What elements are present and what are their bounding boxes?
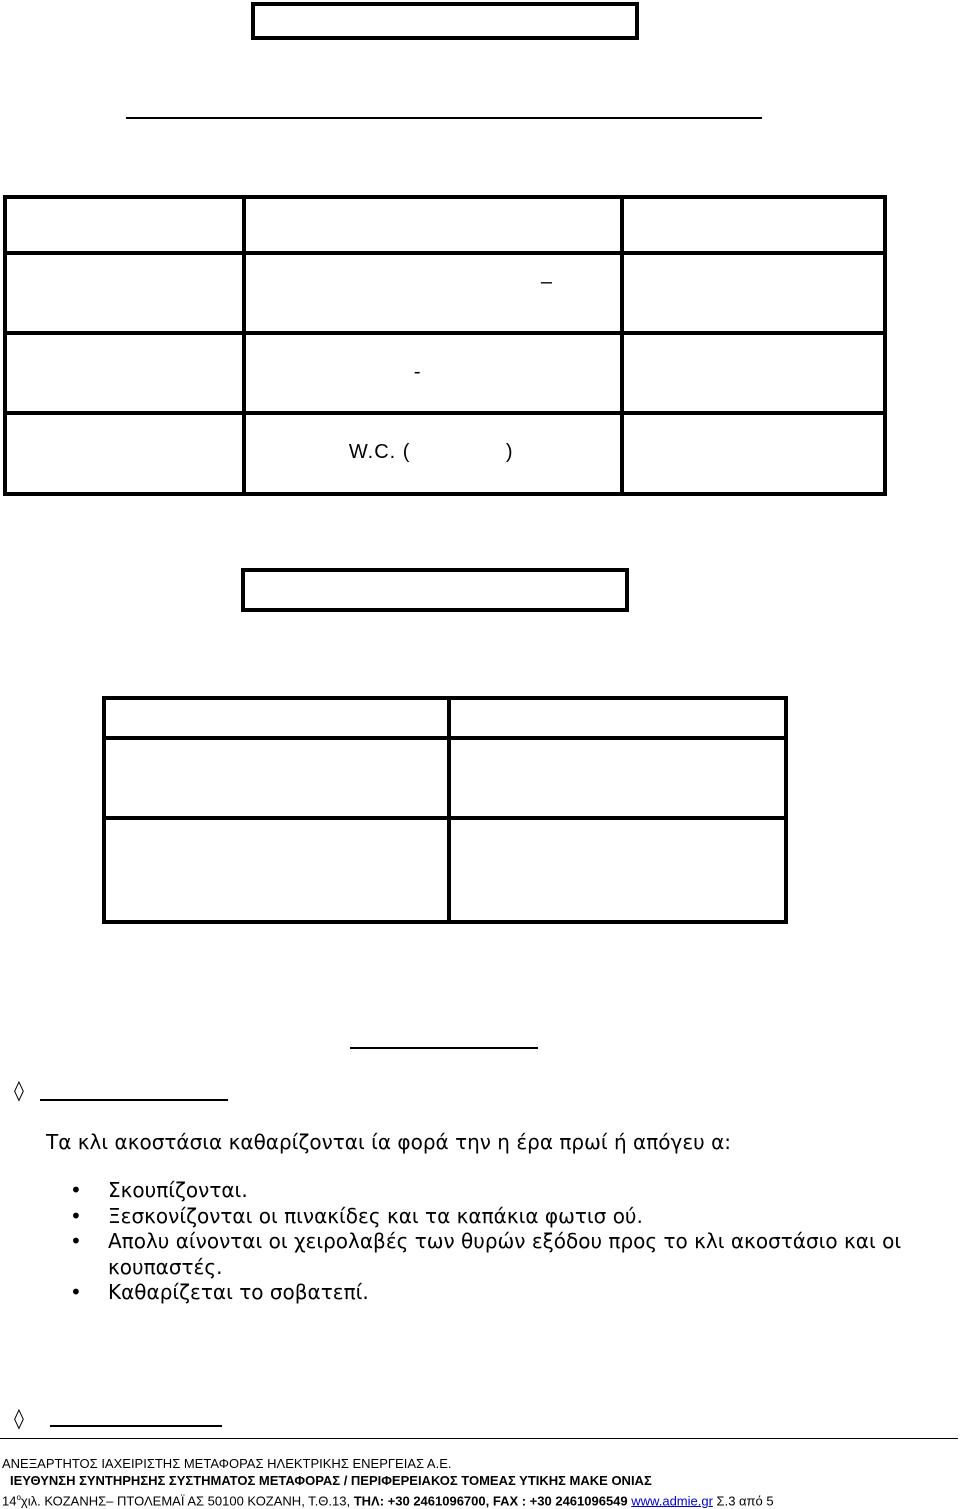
footer-phone: ΤΗΛ: +30 2461096700, FAX : +30 2461096549	[353, 1493, 628, 1509]
table-row	[5, 197, 885, 253]
table-cell	[622, 413, 885, 494]
table-cell	[449, 738, 786, 818]
dash-mark: –	[540, 271, 553, 293]
diamond-icon: ◊	[14, 1406, 24, 1430]
table-row	[104, 818, 786, 922]
table-cell	[244, 333, 622, 413]
hyphen-mark: -	[413, 361, 421, 383]
footer-address-num: 14	[2, 1493, 17, 1509]
wc-label-close: )	[505, 441, 513, 463]
table-cell	[244, 253, 622, 333]
footer-company: ΑΝΕΞΑΡΤΗΤΟΣ ΙΑΧΕΙΡΙΣΤΗΣ ΜΕΤΑΦΟΡΑΣ ΗΛΕΚΤΡΙΚΗΣ ΕΝΕΡΓΕΙΑΣ Α.Ε.	[2, 1456, 452, 1471]
footer-division-text: ΙΕΥΘΥΝΣΗ ΣΥΝΤΗΡΗΣΗΣ ΣΥΣΤΗΜΑΤΟΣ ΜΕΤΑΦΟΡΑΣ / ΠΕΡΙΦΕΡΕΙΑΚΟΣ ΤΟΜΕΑΣ ΥΤΙΚΗΣ ΜΑΚΕ ΟΝΙΑΣ	[10, 1473, 652, 1488]
table-cell	[104, 698, 449, 738]
subheading-underline	[40, 1099, 228, 1101]
footer-rule	[0, 1438, 958, 1439]
table-cell	[5, 197, 244, 253]
table-cell	[5, 413, 244, 494]
table-row	[104, 738, 786, 818]
footer-website-link[interactable]: www.admie.gr	[631, 1493, 713, 1509]
table-row	[104, 698, 786, 738]
table-row	[5, 413, 885, 494]
table-cell	[622, 197, 885, 253]
diamond-icon: ◊	[14, 1078, 24, 1102]
footer-page-number: Σ.3 από 5	[716, 1493, 774, 1509]
footer-address-text: χιλ. ΚΟΖΑΝΗΣ– ΠΤΟΛΕΜΑΪ ΑΣ 50100 ΚΟΖΑΝΗ, Τ.Θ.13,	[20, 1493, 354, 1509]
schedule-table	[3, 195, 887, 496]
task-list	[70, 1178, 910, 1306]
table-cell	[449, 818, 786, 922]
footer-address-sup: ο	[16, 1493, 21, 1502]
table-row	[5, 333, 885, 413]
table-cell	[244, 413, 622, 494]
wc-label: W.C. (	[348, 441, 411, 463]
title-box	[251, 2, 639, 40]
table-cell	[5, 253, 244, 333]
table-cell	[104, 818, 449, 922]
section-title-box	[241, 568, 629, 612]
table-cell	[104, 738, 449, 818]
intro-text: Τα κλι ακοστάσια καθαρίζονται ία φορά την η έρα πρωί ή απόγευ α:	[46, 1130, 731, 1154]
list-item: • Απολυ αίνονται οι χειρολαβές των θυρών εξόδου προς το κλι ακοστάσιο και οι κουπαστές.	[70, 1229, 910, 1280]
heading-underline	[126, 117, 762, 119]
list-item: • Ξεσκονίζονται οι πινακίδες και τα καπάκια φωτισ ού.	[70, 1204, 910, 1230]
secondary-table	[102, 696, 788, 924]
footer-address	[2, 1490, 960, 1509]
footer-division	[10, 1473, 960, 1489]
list-item: • Καθαρίζεται το σοβατεπί.	[70, 1280, 910, 1306]
table-cell	[622, 333, 885, 413]
table-row	[5, 253, 885, 333]
section-underline	[350, 1047, 538, 1049]
list-item: • Σκουπίζονται.	[70, 1178, 910, 1204]
table-cell	[244, 197, 622, 253]
table-cell	[449, 698, 786, 738]
subheading-underline	[50, 1425, 222, 1427]
table-cell	[622, 253, 885, 333]
table-cell	[5, 333, 244, 413]
